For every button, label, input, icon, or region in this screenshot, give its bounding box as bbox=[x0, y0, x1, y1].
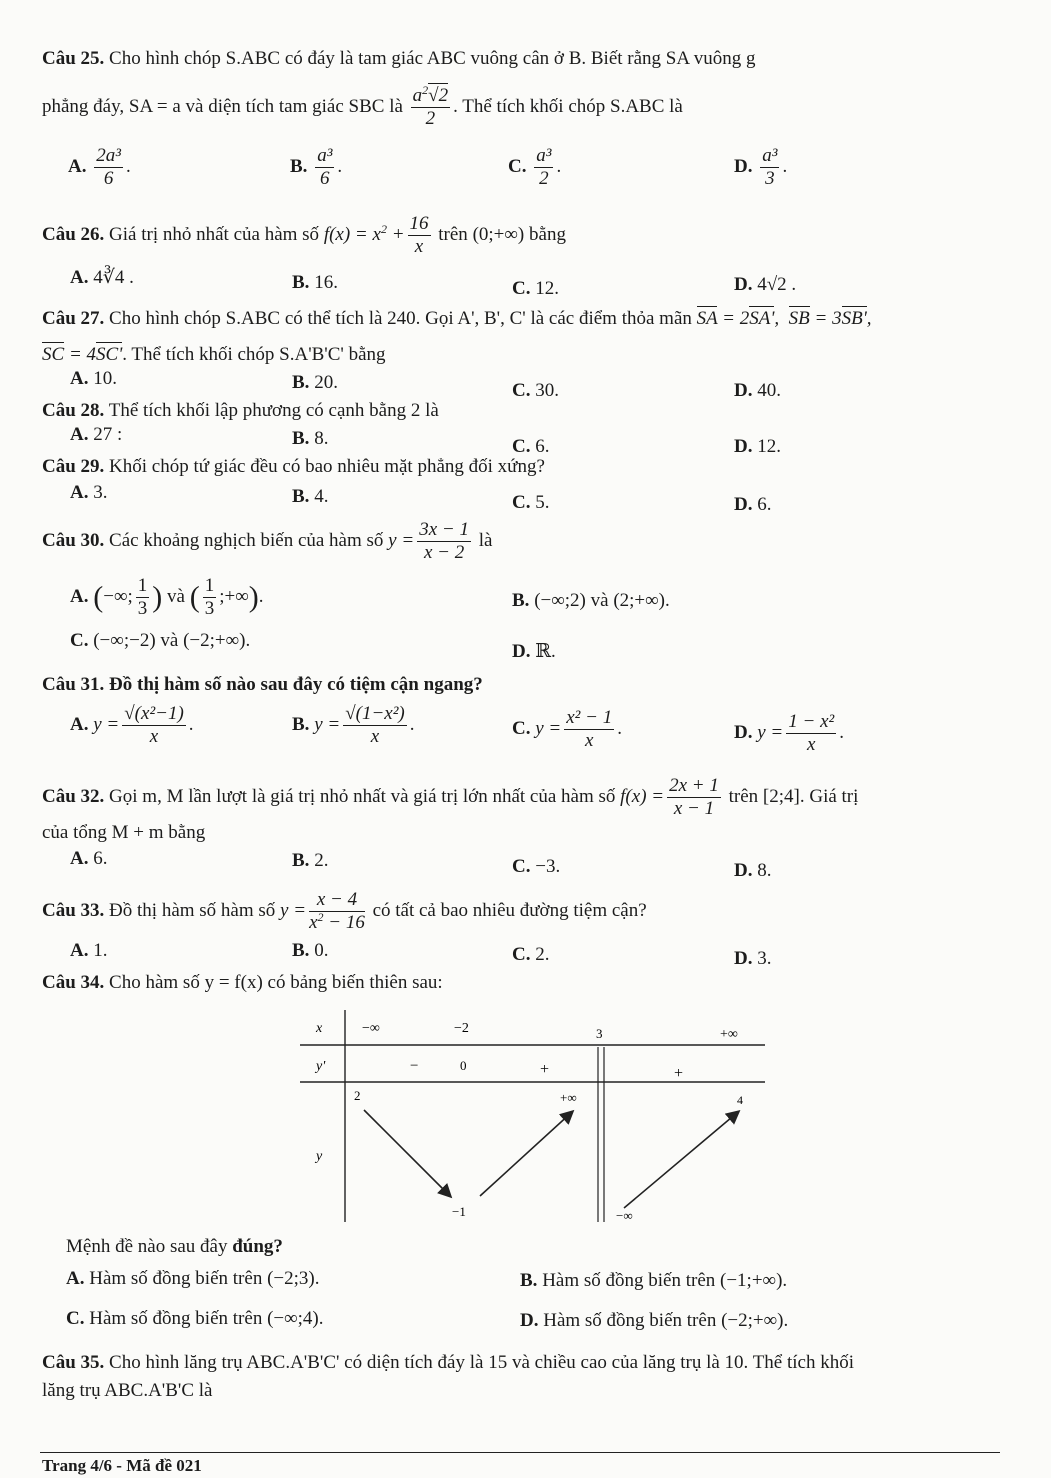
q26-option-b[interactable]: B. 16. bbox=[292, 272, 338, 293]
q27-option-d[interactable]: D. 40. bbox=[734, 380, 781, 401]
q32-option-c[interactable]: C. −3. bbox=[512, 856, 561, 877]
q32-line1: Câu 32. Gọi m, M lần lượt là giá trị nhỏ nhất và giá trị lớn nhất của hàm số f(x) = $\frac{2x + 1}{x - 1}$ trên [2;4]. Giá trị bbox=[42, 775, 859, 819]
q33-option-d[interactable]: D. 3. bbox=[734, 948, 772, 969]
q27-line1: Câu 27. Cho hình chóp S.ABC có thể tích là 240. Gọi A', B', C' là các điểm thỏa mãn SA = 2SA', SB = 3SB', bbox=[42, 308, 872, 329]
q34-line: Câu 34. Cho hàm số y = f(x) có bảng biến thiên sau: bbox=[42, 972, 443, 993]
q32-line2: của tổng M + m bằng bbox=[42, 822, 206, 843]
q30-option-c[interactable]: C. (−∞;−2) và (−2;+∞). bbox=[70, 630, 251, 651]
q34-option-b[interactable]: B. Hàm số đồng biến trên (−1;+∞). bbox=[520, 1270, 788, 1291]
q28-option-d[interactable]: D. 12. bbox=[734, 436, 781, 457]
q32-option-d[interactable]: D. 8. bbox=[734, 860, 772, 881]
q25-option-a[interactable]: A. $\frac{\text{2a³}}{6}$ . bbox=[68, 145, 131, 189]
sign: + bbox=[674, 1065, 684, 1082]
q29-option-b[interactable]: B. 4. bbox=[292, 486, 329, 507]
q32-option-b[interactable]: B. 2. bbox=[292, 850, 329, 871]
q35-line2: lăng trụ ABC.A'B'C là bbox=[42, 1380, 213, 1401]
q31-option-a[interactable]: A. y = $\frac{\text{√(x²−1)}}{x}$ . bbox=[70, 703, 194, 747]
q25-line2 bbox=[42, 83, 683, 129]
q33-option-c[interactable]: C. 2. bbox=[512, 944, 550, 965]
y-value: 4 bbox=[737, 1093, 743, 1107]
y-value: 2 bbox=[354, 1088, 361, 1103]
q26-option-a[interactable]: A. 4∛4 . bbox=[70, 267, 134, 288]
q27-option-b[interactable]: B. 20. bbox=[292, 372, 338, 393]
arrow-up bbox=[624, 1112, 738, 1208]
yprime-label: y' bbox=[316, 1059, 326, 1074]
q34-option-d[interactable]: D. Hàm số đồng biến trên (−2;+∞). bbox=[520, 1310, 789, 1331]
footer-divider bbox=[40, 1452, 1000, 1453]
x-value: 3 bbox=[596, 1026, 603, 1041]
q28-line: Câu 28. Thể tích khối lập phương có cạnh bằng 2 là bbox=[42, 400, 439, 421]
q31-option-b[interactable]: B. y = $\frac{\text{√(1−x²)}}{x}$ . bbox=[292, 703, 415, 747]
x-value: −∞ bbox=[362, 1021, 380, 1036]
q25-option-b[interactable]: B. $\frac{\text{a³}}{6}$ . bbox=[290, 145, 343, 189]
q28-option-a[interactable]: A. 27 : bbox=[70, 424, 123, 445]
q28-option-c[interactable]: C. 6. bbox=[512, 436, 550, 457]
q27-option-a[interactable]: A. 10. bbox=[70, 368, 117, 389]
q25-text1: Cho hình chóp S.ABC có đáy là tam giác ABC vuông cân ở B. Biết rằng SA vuông g bbox=[109, 48, 756, 69]
q25-area-fraction: $\frac{a^2√2}{2}$ bbox=[412, 83, 449, 129]
q26-option-c[interactable]: C. 12. bbox=[512, 278, 559, 299]
q31-option-c[interactable]: C. y = $\frac{\text{x² − 1}}{x}$ . bbox=[512, 707, 622, 751]
variation-table bbox=[290, 1010, 770, 1225]
q30-line: Câu 30. Các khoảng nghịch biến của hàm số y = $\frac{3x - 1}{x - 2}$ là bbox=[42, 519, 493, 563]
q30-option-d[interactable]: D. ℝ. bbox=[512, 641, 556, 662]
q33-line: Câu 33. Đồ thị hàm số hàm số y = $\frac{x - 4}{x^2 - 16}$ có tất cả bao nhiêu đường tiệm cận? bbox=[42, 889, 647, 933]
q25-line1 bbox=[42, 48, 756, 70]
x-label: x bbox=[316, 1021, 323, 1036]
q34-prompt: Mệnh đề nào sau đây đúng? bbox=[66, 1236, 283, 1257]
q25-text2a: phẳng đáy, SA = a và diện tích tam giác SBC là bbox=[42, 95, 403, 117]
q27-vector-condition: SA = 2SA', SB = 3SB', bbox=[696, 308, 872, 329]
q29-option-a[interactable]: A. 3. bbox=[70, 482, 108, 503]
q29-option-d[interactable]: D. 6. bbox=[734, 494, 772, 515]
q28-option-b[interactable]: B. 8. bbox=[292, 428, 329, 449]
q27-option-c[interactable]: C. 30. bbox=[512, 380, 559, 401]
x-value: +∞ bbox=[720, 1027, 738, 1042]
q30-option-a[interactable]: A. (−∞; $\frac{1}{3}$ ) và ( $\frac{1}{3}$ ;+∞). bbox=[70, 575, 264, 619]
q32-option-a[interactable]: A. 6. bbox=[70, 848, 108, 869]
sign: 0 bbox=[460, 1058, 467, 1073]
q26-line: Câu 26. Giá trị nhỏ nhất của hàm số $f(x) = x^2$ + $\frac{16}{x}$ trên (0;+∞) bằng bbox=[42, 213, 566, 257]
q26-option-d[interactable]: D. 4√2 . bbox=[734, 274, 797, 295]
q29-line: Câu 29. Khối chóp tứ giác đều có bao nhiêu mặt phẳng đối xứng? bbox=[42, 456, 545, 477]
q27-line2: SC = 4SC'. Thể tích khối chóp S.A'B'C' bằng bbox=[42, 344, 386, 365]
x-value: −2 bbox=[454, 1021, 469, 1036]
q35-line1: Câu 35. Cho hình lăng trụ ABC.A'B'C' có diện tích đáy là 15 và chiều cao của lăng trụ là 10. Thể tích khối bbox=[42, 1352, 855, 1373]
sign: − bbox=[410, 1058, 419, 1074]
q25-text2b: . Thể tích khối chóp S.ABC là bbox=[453, 95, 683, 117]
q29-option-c[interactable]: C. 5. bbox=[512, 492, 550, 513]
y-value: +∞ bbox=[560, 1090, 577, 1105]
q25-option-c[interactable]: C. $\frac{\text{a³}}{2}$ . bbox=[508, 145, 562, 189]
q25-label: Câu 25. bbox=[42, 48, 105, 69]
q26-function: $f(x) = x^2$ + bbox=[323, 221, 405, 245]
q34-option-a[interactable]: A. Hàm số đồng biến trên (−2;3). bbox=[66, 1268, 320, 1289]
q34-option-c[interactable]: C. Hàm số đồng biến trên (−∞;4). bbox=[66, 1308, 324, 1329]
y-value: −1 bbox=[452, 1204, 466, 1219]
q31-option-d[interactable]: D. y = $\frac{\text{1 − x²}}{x}$ . bbox=[734, 711, 844, 755]
q33-option-a[interactable]: A. 1. bbox=[70, 940, 108, 961]
arrow-down bbox=[364, 1110, 450, 1196]
page-footer: Trang 4/6 - Mã đề 021 bbox=[42, 1456, 202, 1475]
y-value: −∞ bbox=[616, 1208, 633, 1223]
arrow-up bbox=[480, 1112, 572, 1196]
q30-option-b[interactable]: B. (−∞;2) và (2;+∞). bbox=[512, 590, 670, 611]
sign: + bbox=[540, 1061, 550, 1078]
q25-option-d[interactable]: D. $\frac{\text{a³}}{3}$ . bbox=[734, 145, 788, 189]
q33-option-b[interactable]: B. 0. bbox=[292, 940, 329, 961]
q31-line: Câu 31. Đồ thị hàm số nào sau đây có tiệm cận ngang? bbox=[42, 674, 483, 695]
y-label: y bbox=[316, 1149, 323, 1164]
